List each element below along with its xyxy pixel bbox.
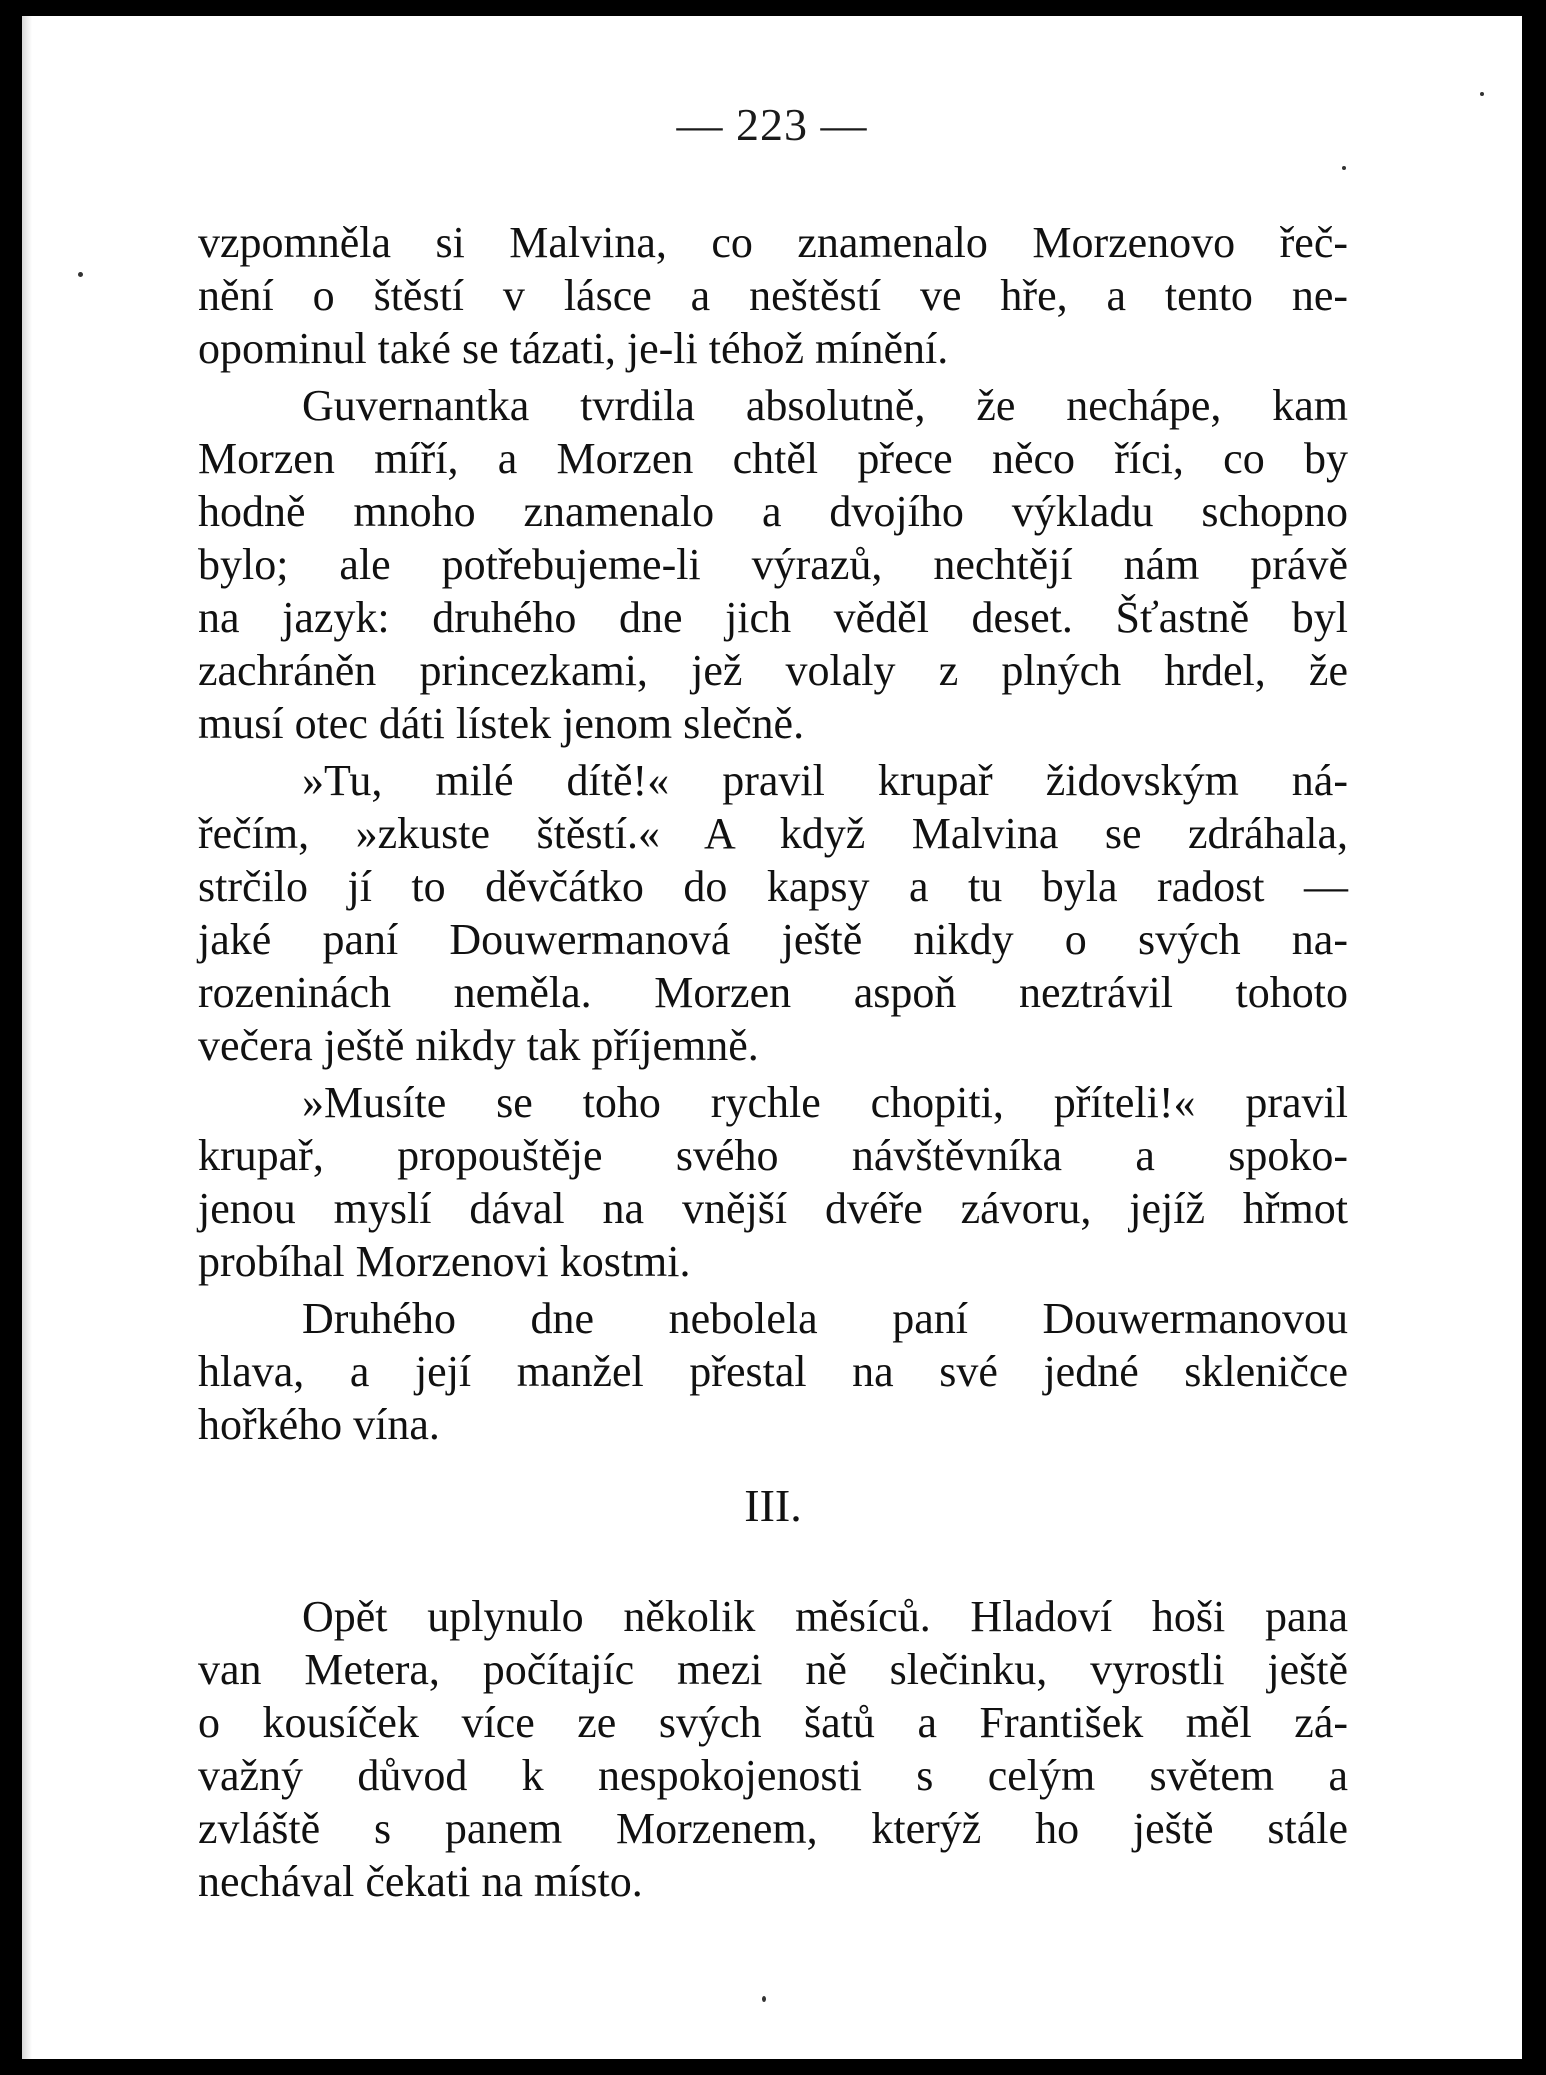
text-line: vzpomněla si Malvina, co znamenalo Morzenovo řeč- — [198, 218, 1348, 267]
scan-speck — [1342, 166, 1346, 170]
text-line: probíhal Morzenovi kostmi. — [198, 1237, 691, 1286]
text-line: strčilo jí to děvčátko do kapsy a tu byla radost — — [198, 862, 1348, 911]
text-line: řečím, »zkuste štěstí.« A když Malvina se zdráhala, — [198, 809, 1348, 858]
page-number: — 223 — — [676, 99, 868, 150]
text-line: Druhého dne nebolela paní Douwermanovou — [302, 1294, 1348, 1343]
text-line: Guvernantka tvrdila absolutně, že nechápe, kam — [302, 381, 1348, 430]
text-line: opominul také se tázati, je-li téhož mínění. — [198, 324, 949, 373]
paragraph — [198, 379, 1348, 750]
text-line: »Tu, milé dítě!« pravil krupař židovským ná- — [302, 756, 1348, 805]
text-line: hořkého vína. — [198, 1400, 440, 1449]
text-line: Morzen míří, a Morzen chtěl přece něco říci, co by — [198, 434, 1348, 483]
text-line: važný důvod k nespokojenosti s celým světem a — [198, 1751, 1348, 1800]
text-line: nechával čekati na místo. — [198, 1857, 643, 1906]
text-line: jaké paní Douwermanová ještě nikdy o svých na- — [198, 915, 1348, 964]
scan-speck — [762, 1996, 766, 2002]
paragraph — [198, 1292, 1348, 1451]
chapter-text-after-heading — [198, 1590, 1348, 1908]
section-heading: III. — [744, 1480, 802, 1531]
book-page — [22, 16, 1522, 2059]
text-line: hodně mnoho znamenalo a dvojího výkladu schopno — [198, 487, 1348, 536]
text-line: hlava, a její manžel přestal na své jedné skleničce — [198, 1347, 1348, 1396]
scan-speck — [78, 272, 83, 277]
text-line: nění o štěstí v lásce a neštěstí ve hře, a tento ne- — [198, 271, 1348, 320]
body-text — [198, 216, 1348, 1912]
scan-edge — [22, 16, 32, 2059]
text-line: van Metera, počítajíc mezi ně slečinku, vyrostli ještě — [198, 1645, 1348, 1694]
text-line: rozeninách neměla. Morzen aspoň neztrávil tohoto — [198, 968, 1348, 1017]
text-line: zvláště s panem Morzenem, kterýž ho ještě stále — [198, 1804, 1348, 1853]
scan-speck — [1480, 92, 1484, 96]
chapter-text-before-heading — [198, 216, 1348, 1451]
paragraph — [198, 1076, 1348, 1288]
text-line: krupař, propouštěje svého návštěvníka a spoko- — [198, 1131, 1348, 1180]
text-line: jenou myslí dával na vnější dvéře závoru, jejíž hřmot — [198, 1184, 1348, 1233]
text-line: »Musíte se toho rychle chopiti, příteli!« pravil — [302, 1078, 1348, 1127]
paragraph — [198, 216, 1348, 375]
text-line: musí otec dáti lístek jenom slečně. — [198, 699, 805, 748]
paragraph — [198, 754, 1348, 1072]
paragraph — [198, 1590, 1348, 1908]
text-line: na jazyk: druhého dne jich věděl deset. Šťastně byl — [198, 593, 1348, 642]
text-line: bylo; ale potřebujeme-li výrazů, nechtějí nám právě — [198, 540, 1348, 589]
text-line: zachráněn princezkami, jež volaly z plných hrdel, že — [198, 646, 1348, 695]
text-line: o kousíček více ze svých šatů a František měl zá- — [198, 1698, 1348, 1747]
text-line: Opět uplynulo několik měsíců. Hladoví hoši pana — [302, 1592, 1348, 1641]
text-line: večera ještě nikdy tak příjemně. — [198, 1021, 759, 1070]
